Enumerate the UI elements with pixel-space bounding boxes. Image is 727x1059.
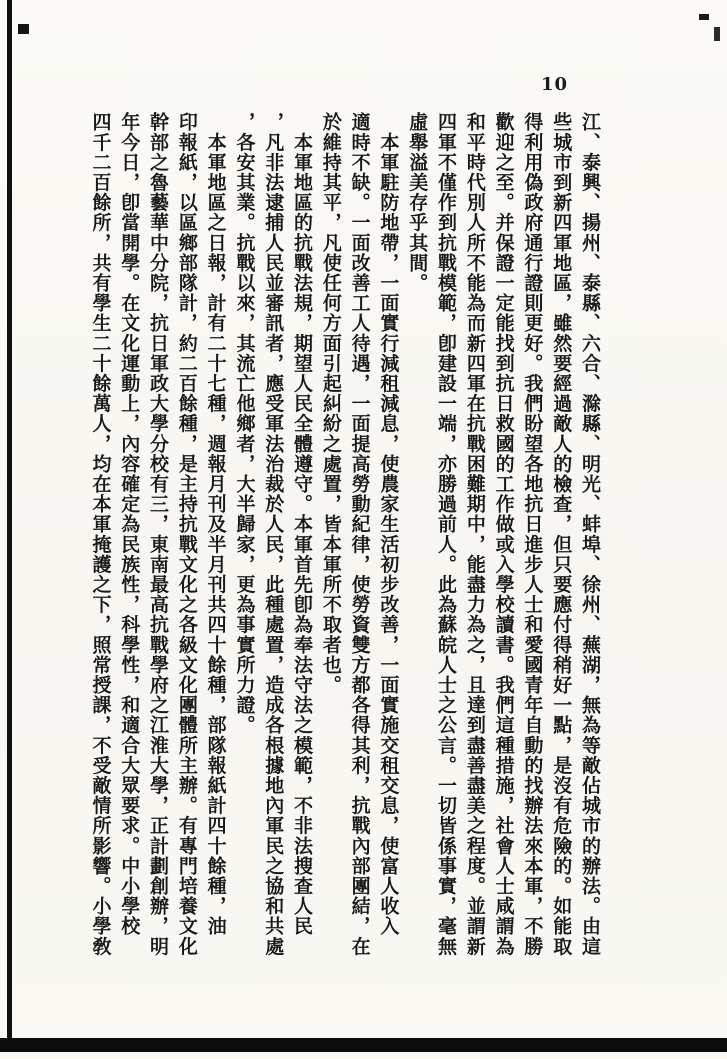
- vertical-text-body: [84, 112, 604, 960]
- text-column-1: 江、泰興、揚州、泰縣、六合、滁縣、明光、蚌埠、徐州、蕪湖，無為等敵佔城市的辦法。由這: [579, 112, 601, 957]
- scan-edge-left-line: [7, 0, 12, 1048]
- text-column-8: 本軍駐防地帶，一面實行減租減息，使農家生活初步改善，一面實施交租交息，使富人收入: [377, 112, 400, 937]
- text-column-18: 四千二百餘所，共有學生二十餘萬人，均在本軍掩護之下，照常授課，不受敵情所影響。小學敎: [89, 112, 112, 957]
- scan-artifact-top-right: [699, 14, 709, 20]
- scan-artifact-top-left: [18, 24, 29, 34]
- text-column-14: 本軍地區之日報，計有二十七種，週報月刊及半月刊共四十餘種，部隊報紙計四十餘種，油: [204, 112, 227, 937]
- text-column-13: ，各安其業。抗戰以來，其流亡他鄉者，大半歸家，更為事實所力證。: [233, 112, 256, 736]
- text-column-6: 四軍不僅作到抗戰模範，卽建設一端，亦勝過前人。此為蘇皖人士之公言。一切皆係事實，毫無: [435, 112, 458, 957]
- text-column-2: 些城市到新四軍地區，雖然要經過敵人的檢查，但只要應付得稍好一點，是沒有危險的。如能取: [550, 112, 573, 957]
- text-column-4: 歡迎之至。并保證一定能找到抗日救國的工作做或入學校讀書。我們這種措施，社會人士咸謂為: [492, 112, 515, 957]
- scan-edge-bottom-band: [0, 1038, 727, 1052]
- text-column-10: 於維持其平，凡使任何方面引起糾紛之處置，皆本軍所不取者也。: [319, 112, 342, 695]
- text-column-11: 本軍地區的抗戰法規，期望人民全體遵守。本軍首先卽為奉法守法之模範，不非法搜查人民: [291, 112, 314, 937]
- text-column-12: ，凡非法逮捕人民並審訊者，應受軍法治裁於人民，此種處置，造成各根據地內軍民之協和共處: [262, 112, 285, 957]
- text-column-7: 虛舉溢美存乎其間。: [406, 112, 429, 293]
- text-column-15: 印報紙，以區鄉部隊計，約二百餘種，是主持抗戰文化之各級文化團體所主辦。有專門培養文化: [175, 112, 198, 957]
- text-column-16: 幹部之魯藝華中分院，抗日軍政大學分校有三，東南最高抗戰學府之江淮大學，正計劃創辦，明: [147, 112, 170, 957]
- text-column-3: 得利用偽政府通行證則更好。我們盼望各地抗日進步人士和愛國青年自動的找辦法來本軍，不勝: [521, 112, 544, 957]
- text-column-5: 和平時代別人所不能為而新四軍在抗戰困難期中，能盡力為之，且達到盡善盡美之程度。並謂新: [463, 112, 486, 957]
- scan-artifact-top-right-edge: [714, 27, 720, 41]
- page-number: 10: [541, 74, 569, 95]
- text-column-9: 適時不缺。一面改善工人待遇，一面提高勞動紀律，使勞資雙方都各得其利，抗戰內部團結，在: [348, 112, 371, 957]
- text-column-17: 年今日，卽當開學。在文化運動上，內容確定為民族性，科學性，和適合大眾要求。中小學校: [118, 112, 141, 937]
